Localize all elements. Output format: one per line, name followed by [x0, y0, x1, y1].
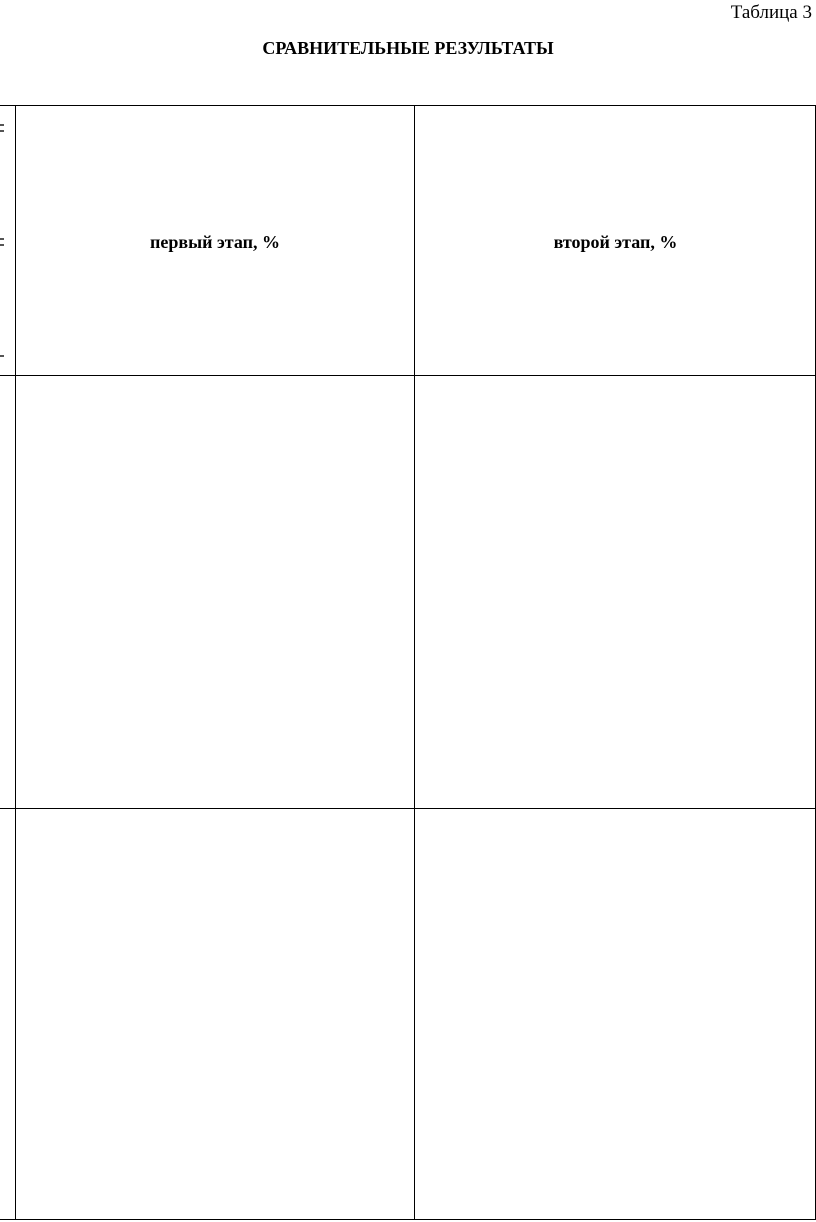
clipped-text-fragment — [0, 130, 4, 132]
table-border-bottom — [0, 1219, 816, 1220]
table-row-divider — [0, 375, 816, 376]
page-title: СРАВНИТЕЛЬНЫЕ РЕЗУЛЬТАТЫ — [262, 38, 554, 58]
clipped-text-fragment — [0, 124, 4, 126]
clipped-text-fragment — [0, 244, 4, 246]
table-border-top — [0, 105, 816, 106]
table-column-divider — [414, 105, 415, 1220]
clipped-text-fragment — [0, 238, 4, 240]
table-row-divider — [0, 808, 816, 809]
column-header-stage-2: второй этап, % — [553, 232, 678, 252]
table-column-divider — [15, 105, 16, 1220]
column-header-stage-1: первый этап, % — [150, 232, 280, 252]
clipped-text-fragment — [0, 355, 4, 357]
table-caption: Таблица 3 — [730, 2, 812, 23]
